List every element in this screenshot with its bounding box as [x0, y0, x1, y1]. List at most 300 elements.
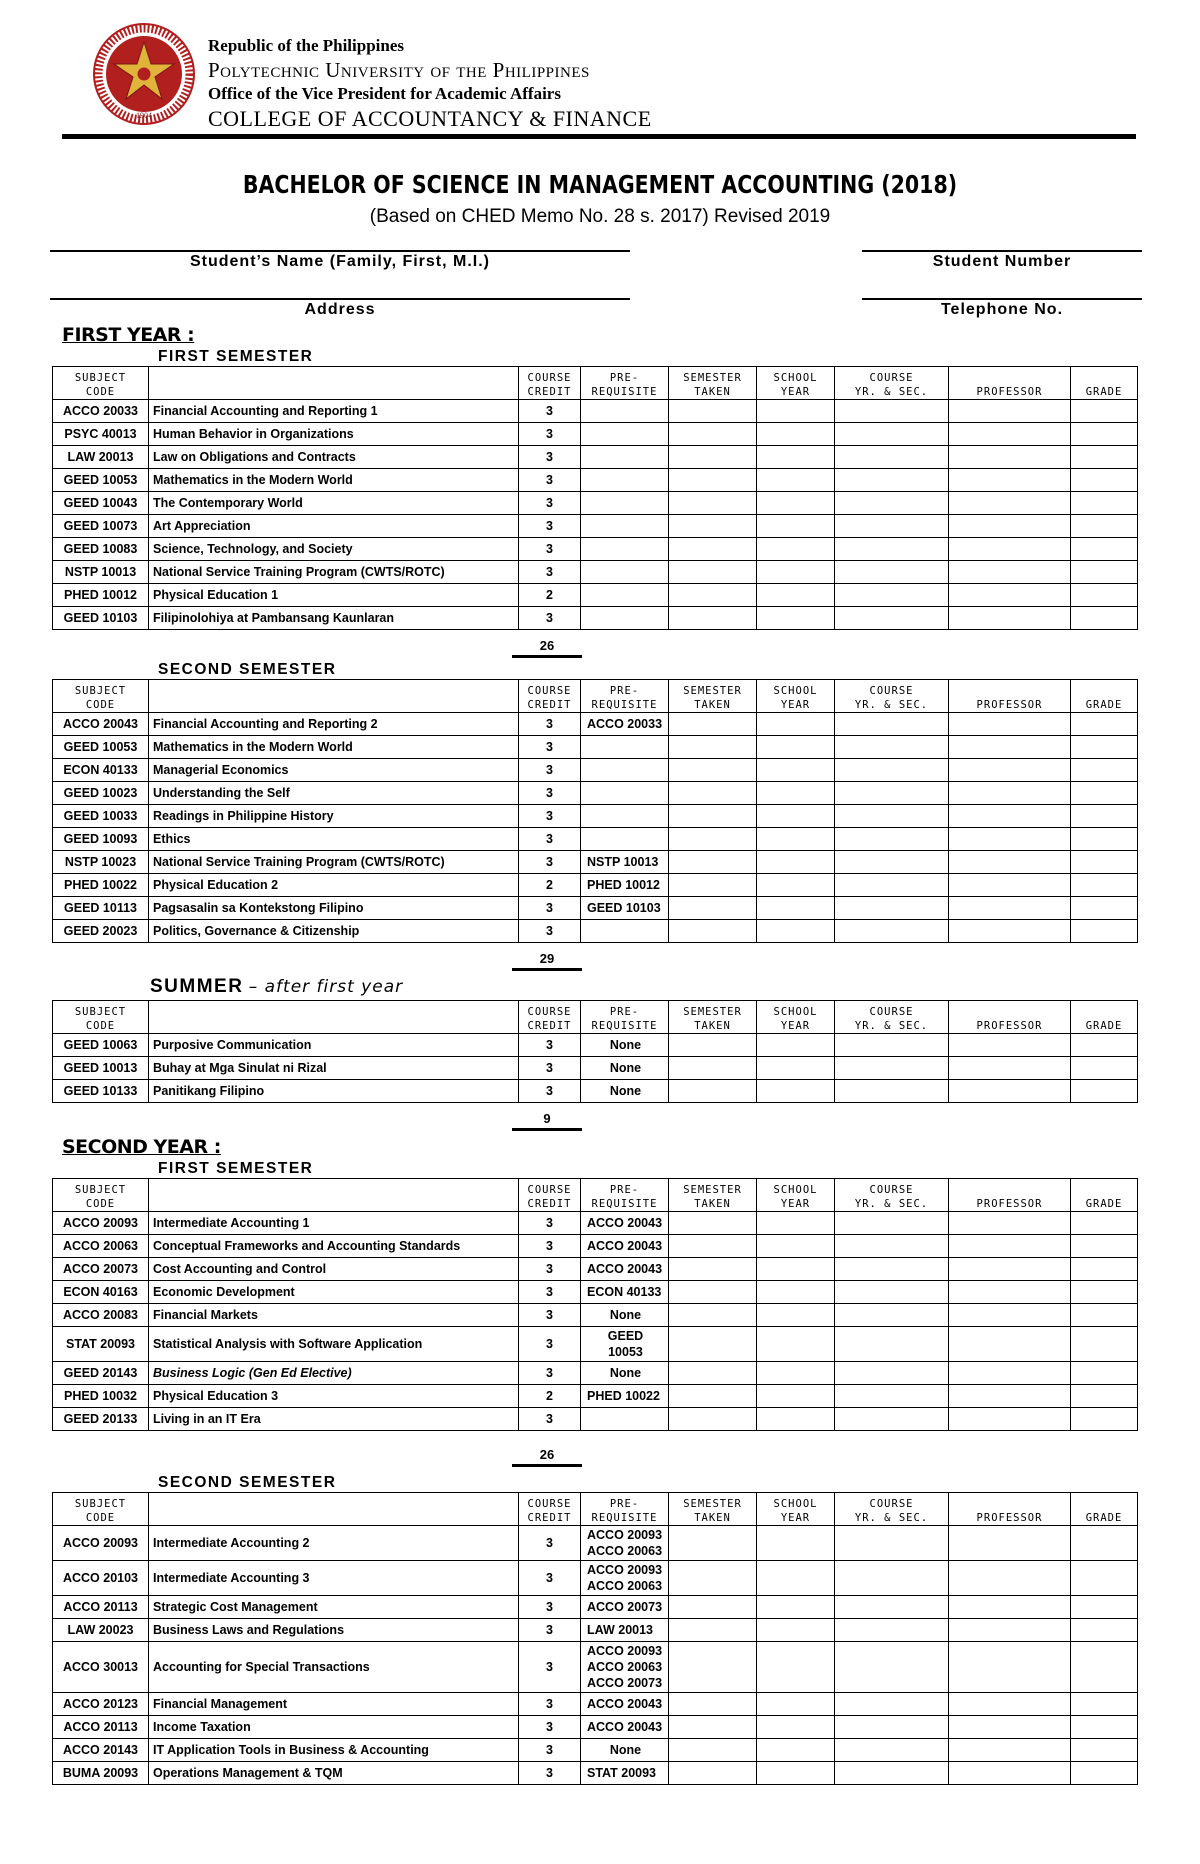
grade-cell[interactable]: [1071, 1327, 1138, 1362]
professor-cell[interactable]: [949, 492, 1071, 515]
course-yr-sec-cell[interactable]: [835, 1526, 949, 1561]
school-year-cell[interactable]: [757, 920, 835, 943]
school-year-cell[interactable]: [757, 584, 835, 607]
professor-cell[interactable]: [949, 1281, 1071, 1304]
course-yr-sec-cell[interactable]: [835, 1619, 949, 1642]
course-title-cell: Understanding the Self: [149, 782, 519, 805]
semester-taken-cell[interactable]: [669, 1693, 757, 1716]
grade-cell[interactable]: [1071, 1080, 1138, 1103]
school-year-cell[interactable]: [757, 759, 835, 782]
professor-cell[interactable]: [949, 1304, 1071, 1327]
address-line[interactable]: [50, 298, 630, 300]
school-year-cell[interactable]: [757, 1642, 835, 1693]
grade-cell[interactable]: [1071, 1739, 1138, 1762]
semester-taken-cell[interactable]: [669, 1526, 757, 1561]
course-yr-sec-cell[interactable]: [835, 1258, 949, 1281]
semester-taken-cell[interactable]: [669, 874, 757, 897]
professor-cell[interactable]: [949, 1762, 1071, 1785]
grade-cell[interactable]: [1071, 400, 1138, 423]
summer-note: – after first year: [248, 977, 404, 997]
prerequisite-code: ACCO 20093: [587, 1644, 663, 1658]
column-header-school-year: [757, 1493, 835, 1526]
course-yr-sec-cell[interactable]: [835, 1385, 949, 1408]
professor-cell[interactable]: [949, 874, 1071, 897]
grade-cell[interactable]: [1071, 920, 1138, 943]
course-yr-sec-cell[interactable]: [835, 1561, 949, 1596]
column-header-line: SUBJECT: [74, 1184, 127, 1196]
school-year-cell[interactable]: [757, 897, 835, 920]
course-yr-sec-cell[interactable]: [835, 851, 949, 874]
semester-taken-cell[interactable]: [669, 713, 757, 736]
column-header-line: CODE: [85, 1198, 116, 1210]
professor-cell[interactable]: [949, 1739, 1071, 1762]
table-row: [53, 1281, 1138, 1304]
semester-taken-cell[interactable]: [669, 782, 757, 805]
professor-cell[interactable]: [949, 1526, 1071, 1561]
table-row: [53, 561, 1138, 584]
header-row: [53, 1179, 1138, 1212]
professor-cell[interactable]: [949, 400, 1071, 423]
prerequisite-code: None: [609, 1308, 642, 1322]
column-header-line: COURSE: [869, 685, 914, 697]
professor-cell[interactable]: [949, 851, 1071, 874]
course-yr-sec-cell[interactable]: [835, 1362, 949, 1385]
column-header-line: SCHOOL: [773, 1498, 818, 1510]
grade-cell[interactable]: [1071, 492, 1138, 515]
grade-cell[interactable]: [1071, 805, 1138, 828]
course-title-cell: Panitikang Filipino: [149, 1080, 519, 1103]
semester-taken-cell[interactable]: [669, 1716, 757, 1739]
grade-cell[interactable]: [1071, 828, 1138, 851]
course-yr-sec-cell[interactable]: [835, 1304, 949, 1327]
course-yr-sec-cell[interactable]: [835, 1034, 949, 1057]
column-header-line: YEAR: [780, 386, 811, 398]
course-yr-sec-cell[interactable]: [835, 584, 949, 607]
course-yr-sec-cell[interactable]: [835, 1716, 949, 1739]
course-yr-sec-cell[interactable]: [835, 492, 949, 515]
grade-cell[interactable]: [1071, 446, 1138, 469]
course-yr-sec-cell[interactable]: [835, 1212, 949, 1235]
professor-cell[interactable]: [949, 607, 1071, 630]
table-row: [53, 1212, 1138, 1235]
column-header-line: CREDIT: [527, 1020, 572, 1032]
fy-first-semester-heading: FIRST SEMESTER: [158, 348, 314, 365]
course-title-cell: IT Application Tools in Business & Accounting: [149, 1739, 519, 1762]
semester-taken-cell[interactable]: [669, 1362, 757, 1385]
school-year-cell[interactable]: [757, 874, 835, 897]
semester-taken-cell[interactable]: [669, 1327, 757, 1362]
course-yr-sec-cell[interactable]: [835, 1235, 949, 1258]
grade-cell[interactable]: [1071, 1642, 1138, 1693]
course-credit-cell: 3: [519, 1304, 581, 1327]
address-label: Address: [304, 301, 376, 318]
school-year-cell[interactable]: [757, 1385, 835, 1408]
column-header-line: CODE: [85, 699, 116, 711]
course-credit-cell: 3: [519, 1235, 581, 1258]
grade-cell[interactable]: [1071, 1258, 1138, 1281]
column-header-line: CODE: [85, 1512, 116, 1524]
grade-cell[interactable]: [1071, 1385, 1138, 1408]
course-title-cell: Purposive Communication: [149, 1034, 519, 1057]
grade-cell[interactable]: [1071, 1619, 1138, 1642]
course-credit-cell: 3: [519, 1596, 581, 1619]
professor-cell[interactable]: [949, 515, 1071, 538]
course-yr-sec-cell[interactable]: [835, 897, 949, 920]
prerequisite-cell: [581, 805, 669, 828]
course-yr-sec-cell[interactable]: [835, 805, 949, 828]
semester-taken-cell[interactable]: [669, 1408, 757, 1431]
fy-sem2-total-units: 29: [512, 950, 582, 971]
school-year-cell[interactable]: [757, 1408, 835, 1431]
school-year-cell[interactable]: [757, 1762, 835, 1785]
semester-taken-cell[interactable]: [669, 423, 757, 446]
school-year-cell[interactable]: [757, 1281, 835, 1304]
prerequisite-cell: [581, 561, 669, 584]
semester-taken-cell[interactable]: [669, 851, 757, 874]
school-year-cell[interactable]: [757, 515, 835, 538]
course-yr-sec-cell[interactable]: [835, 1762, 949, 1785]
student-number-line[interactable]: [862, 250, 1142, 252]
summer-heading: [150, 976, 403, 998]
professor-cell[interactable]: [949, 538, 1071, 561]
prerequisite-cell: [581, 782, 669, 805]
professor-cell[interactable]: [949, 1385, 1071, 1408]
grade-cell[interactable]: [1071, 469, 1138, 492]
telephone-line[interactable]: [862, 298, 1142, 300]
subject-code-cell: PHED 10032: [53, 1385, 149, 1408]
grade-cell[interactable]: [1071, 736, 1138, 759]
subject-code-cell: ACCO 20113: [53, 1716, 149, 1739]
semester-taken-cell[interactable]: [669, 561, 757, 584]
course-yr-sec-cell[interactable]: [835, 607, 949, 630]
professor-cell[interactable]: [949, 1057, 1071, 1080]
grade-cell[interactable]: [1071, 851, 1138, 874]
table-row: [53, 1642, 1138, 1693]
school-year-cell[interactable]: [757, 805, 835, 828]
professor-cell[interactable]: [949, 446, 1071, 469]
subject-code-cell: NSTP 10013: [53, 561, 149, 584]
school-year-cell[interactable]: [757, 1561, 835, 1596]
school-year-cell[interactable]: [757, 713, 835, 736]
subject-code-cell: GEED 10113: [53, 897, 149, 920]
semester-taken-cell[interactable]: [669, 759, 757, 782]
grade-cell[interactable]: [1071, 713, 1138, 736]
course-credit-cell: 3: [519, 561, 581, 584]
course-yr-sec-cell[interactable]: [835, 1642, 949, 1693]
grade-cell[interactable]: [1071, 1362, 1138, 1385]
school-year-cell[interactable]: [757, 469, 835, 492]
school-year-cell[interactable]: [757, 492, 835, 515]
course-yr-sec-cell[interactable]: [835, 1596, 949, 1619]
subject-code-cell: GEED 20143: [53, 1362, 149, 1385]
course-yr-sec-cell[interactable]: [835, 515, 949, 538]
semester-taken-cell[interactable]: [669, 1258, 757, 1281]
professor-cell[interactable]: [949, 1408, 1071, 1431]
grade-cell[interactable]: [1071, 561, 1138, 584]
semester-taken-cell[interactable]: [669, 828, 757, 851]
table-row: [53, 515, 1138, 538]
school-year-cell[interactable]: [757, 1619, 835, 1642]
course-yr-sec-cell[interactable]: [835, 874, 949, 897]
column-header-line: SUBJECT: [74, 1006, 127, 1018]
course-title-cell: Intermediate Accounting 3: [149, 1561, 519, 1596]
column-header-line: SEMESTER: [683, 1498, 742, 1510]
column-header-line: YR. & SEC.: [854, 1512, 929, 1524]
school-year-cell[interactable]: [757, 1057, 835, 1080]
school-year-cell[interactable]: [757, 1034, 835, 1057]
school-year-cell[interactable]: [757, 400, 835, 423]
semester-taken-cell[interactable]: [669, 607, 757, 630]
semester-taken-cell[interactable]: [669, 400, 757, 423]
school-year-cell[interactable]: [757, 538, 835, 561]
column-header-professor: PROFESSOR: [949, 680, 1071, 713]
grade-cell[interactable]: [1071, 759, 1138, 782]
course-title-cell: Financial Markets: [149, 1304, 519, 1327]
school-year-cell[interactable]: [757, 607, 835, 630]
grade-cell[interactable]: [1071, 1596, 1138, 1619]
student-name-line[interactable]: [50, 250, 630, 252]
school-year-cell[interactable]: [757, 1080, 835, 1103]
course-yr-sec-cell[interactable]: [835, 446, 949, 469]
course-yr-sec-cell[interactable]: [835, 713, 949, 736]
table-row: [53, 492, 1138, 515]
prerequisite-code: ACCO 20063: [587, 1579, 663, 1593]
grade-cell[interactable]: [1071, 1408, 1138, 1431]
grade-cell[interactable]: [1071, 897, 1138, 920]
column-header-line: SEMESTER: [683, 372, 742, 384]
school-year-cell[interactable]: [757, 782, 835, 805]
prerequisite-cell: [581, 759, 669, 782]
grade-cell[interactable]: [1071, 1762, 1138, 1785]
school-year-cell[interactable]: [757, 851, 835, 874]
course-credit-cell: 3: [519, 1693, 581, 1716]
semester-taken-cell[interactable]: [669, 1235, 757, 1258]
column-header-professor: PROFESSOR: [949, 1001, 1071, 1034]
grade-cell[interactable]: [1071, 1235, 1138, 1258]
school-year-cell[interactable]: [757, 561, 835, 584]
subject-code-cell: LAW 20023: [53, 1619, 149, 1642]
course-credit-cell: 3: [519, 1212, 581, 1235]
column-header-yr-sec: [835, 1493, 949, 1526]
semester-taken-cell[interactable]: [669, 446, 757, 469]
grade-cell[interactable]: [1071, 1281, 1138, 1304]
course-yr-sec-cell[interactable]: [835, 469, 949, 492]
course-title-cell: Statistical Analysis with Software Application: [149, 1327, 519, 1362]
professor-cell[interactable]: [949, 713, 1071, 736]
column-header-line: REQUISITE: [591, 386, 658, 398]
school-year-cell[interactable]: [757, 1716, 835, 1739]
semester-taken-cell[interactable]: [669, 1642, 757, 1693]
column-header-sem-taken: [669, 367, 757, 400]
prerequisite-cell: [581, 1385, 669, 1408]
header-row: [53, 367, 1138, 400]
professor-cell[interactable]: [949, 1212, 1071, 1235]
semester-taken-cell[interactable]: [669, 1304, 757, 1327]
column-header-line: REQUISITE: [591, 1198, 658, 1210]
professor-cell[interactable]: [949, 1034, 1071, 1057]
course-title-cell: Strategic Cost Management: [149, 1596, 519, 1619]
column-header-credit: [519, 1179, 581, 1212]
course-yr-sec-cell[interactable]: [835, 400, 949, 423]
school-year-cell[interactable]: [757, 1526, 835, 1561]
professor-cell[interactable]: [949, 828, 1071, 851]
professor-cell[interactable]: [949, 561, 1071, 584]
school-year-cell[interactable]: [757, 1304, 835, 1327]
semester-taken-cell[interactable]: [669, 469, 757, 492]
subject-code-cell: STAT 20093: [53, 1327, 149, 1362]
grade-cell[interactable]: [1071, 1561, 1138, 1596]
grade-cell[interactable]: [1071, 1526, 1138, 1561]
semester-taken-cell[interactable]: [669, 1619, 757, 1642]
semester-taken-cell[interactable]: [669, 1385, 757, 1408]
professor-cell[interactable]: [949, 1235, 1071, 1258]
course-yr-sec-cell[interactable]: [835, 1327, 949, 1362]
course-yr-sec-cell[interactable]: [835, 1080, 949, 1103]
grade-cell[interactable]: [1071, 607, 1138, 630]
school-year-cell[interactable]: [757, 1258, 835, 1281]
professor-cell[interactable]: [949, 897, 1071, 920]
course-yr-sec-cell[interactable]: [835, 561, 949, 584]
semester-taken-cell[interactable]: [669, 1561, 757, 1596]
course-credit-cell: 3: [519, 897, 581, 920]
professor-cell[interactable]: [949, 584, 1071, 607]
school-year-cell[interactable]: [757, 1327, 835, 1362]
school-year-cell[interactable]: [757, 1693, 835, 1716]
table-row: [53, 1762, 1138, 1785]
course-title-cell: Pagsasalin sa Kontekstong Filipino: [149, 897, 519, 920]
semester-taken-cell[interactable]: [669, 584, 757, 607]
semester-taken-cell[interactable]: [669, 1212, 757, 1235]
semester-taken-cell[interactable]: [669, 1739, 757, 1762]
professor-cell[interactable]: [949, 1693, 1071, 1716]
semester-taken-cell[interactable]: [669, 1281, 757, 1304]
school-year-cell[interactable]: [757, 1739, 835, 1762]
grade-cell[interactable]: [1071, 1716, 1138, 1739]
fy-second-semester-heading: SECOND SEMESTER: [158, 661, 337, 678]
grade-cell[interactable]: [1071, 1212, 1138, 1235]
school-year-cell[interactable]: [757, 1235, 835, 1258]
grade-cell[interactable]: [1071, 782, 1138, 805]
semester-taken-cell[interactable]: [669, 538, 757, 561]
column-header-line: TAKEN: [694, 386, 731, 398]
semester-taken-cell[interactable]: [669, 805, 757, 828]
column-header-title: [149, 1001, 519, 1034]
semester-taken-cell[interactable]: [669, 515, 757, 538]
school-year-cell[interactable]: [757, 446, 835, 469]
course-yr-sec-cell[interactable]: [835, 828, 949, 851]
course-credit-cell: 3: [519, 400, 581, 423]
professor-cell[interactable]: [949, 1596, 1071, 1619]
semester-taken-cell[interactable]: [669, 1080, 757, 1103]
grade-cell[interactable]: [1071, 1304, 1138, 1327]
course-yr-sec-cell[interactable]: [835, 423, 949, 446]
grade-cell[interactable]: [1071, 874, 1138, 897]
professor-cell[interactable]: [949, 1561, 1071, 1596]
professor-cell[interactable]: [949, 1258, 1071, 1281]
school-year-cell[interactable]: [757, 736, 835, 759]
semester-taken-cell[interactable]: [669, 736, 757, 759]
professor-cell[interactable]: [949, 805, 1071, 828]
semester-taken-cell[interactable]: [669, 920, 757, 943]
professor-cell[interactable]: [949, 920, 1071, 943]
course-yr-sec-cell[interactable]: [835, 1693, 949, 1716]
semester-taken-cell[interactable]: [669, 1762, 757, 1785]
professor-cell[interactable]: [949, 1080, 1071, 1103]
course-yr-sec-cell[interactable]: [835, 920, 949, 943]
professor-cell[interactable]: [949, 469, 1071, 492]
course-yr-sec-cell[interactable]: [835, 759, 949, 782]
school-year-cell[interactable]: [757, 828, 835, 851]
semester-taken-cell[interactable]: [669, 1034, 757, 1057]
course-yr-sec-cell[interactable]: [835, 1281, 949, 1304]
prerequisite-cell: [581, 1739, 669, 1762]
subject-code-cell: ACCO 20083: [53, 1304, 149, 1327]
professor-cell[interactable]: [949, 782, 1071, 805]
grade-cell[interactable]: [1071, 1693, 1138, 1716]
column-header-yr-sec: [835, 367, 949, 400]
course-yr-sec-cell[interactable]: [835, 1739, 949, 1762]
grade-cell[interactable]: [1071, 538, 1138, 561]
course-credit-cell: 3: [519, 1057, 581, 1080]
grade-cell[interactable]: [1071, 423, 1138, 446]
grade-cell[interactable]: [1071, 515, 1138, 538]
course-credit-cell: 3: [519, 851, 581, 874]
subject-code-cell: GEED 10023: [53, 782, 149, 805]
professor-cell[interactable]: [949, 1362, 1071, 1385]
table-row: [53, 1408, 1138, 1431]
column-header-line: PRE-: [609, 1498, 640, 1510]
course-yr-sec-cell[interactable]: [835, 1057, 949, 1080]
column-header-sem-taken: [669, 680, 757, 713]
column-header-title: [149, 680, 519, 713]
course-yr-sec-cell[interactable]: [835, 736, 949, 759]
program-subtitle: (Based on CHED Memo No. 28 s. 2017) Revised 2019: [369, 206, 831, 227]
school-year-cell[interactable]: [757, 1362, 835, 1385]
professor-cell[interactable]: [949, 759, 1071, 782]
grade-cell[interactable]: [1071, 584, 1138, 607]
professor-cell[interactable]: [949, 1716, 1071, 1739]
table-row: [53, 920, 1138, 943]
professor-cell[interactable]: [949, 1327, 1071, 1362]
semester-taken-cell[interactable]: [669, 1057, 757, 1080]
semester-taken-cell[interactable]: [669, 492, 757, 515]
prerequisite-code: GEED: [607, 1329, 644, 1343]
semester-taken-cell[interactable]: [669, 1596, 757, 1619]
table-row: [53, 584, 1138, 607]
course-yr-sec-cell[interactable]: [835, 782, 949, 805]
grade-cell[interactable]: [1071, 1034, 1138, 1057]
column-header-line: SCHOOL: [773, 685, 818, 697]
header-row: [53, 680, 1138, 713]
prerequisite-code: ACCO 20063: [587, 1544, 663, 1558]
school-year-cell[interactable]: [757, 1596, 835, 1619]
course-yr-sec-cell[interactable]: [835, 1408, 949, 1431]
fy-sem1-table: [52, 366, 1138, 630]
column-header-line: YEAR: [780, 1512, 811, 1524]
school-year-cell[interactable]: [757, 1212, 835, 1235]
prerequisite-code: ACCO 20063: [587, 1660, 663, 1674]
school-year-cell[interactable]: [757, 423, 835, 446]
semester-taken-cell[interactable]: [669, 897, 757, 920]
course-title-cell: Mathematics in the Modern World: [149, 469, 519, 492]
course-yr-sec-cell[interactable]: [835, 538, 949, 561]
professor-cell[interactable]: [949, 1642, 1071, 1693]
subject-code-cell: PHED 10022: [53, 874, 149, 897]
professor-cell[interactable]: [949, 1619, 1071, 1642]
professor-cell[interactable]: [949, 736, 1071, 759]
professor-cell[interactable]: [949, 423, 1071, 446]
grade-cell[interactable]: [1071, 1057, 1138, 1080]
